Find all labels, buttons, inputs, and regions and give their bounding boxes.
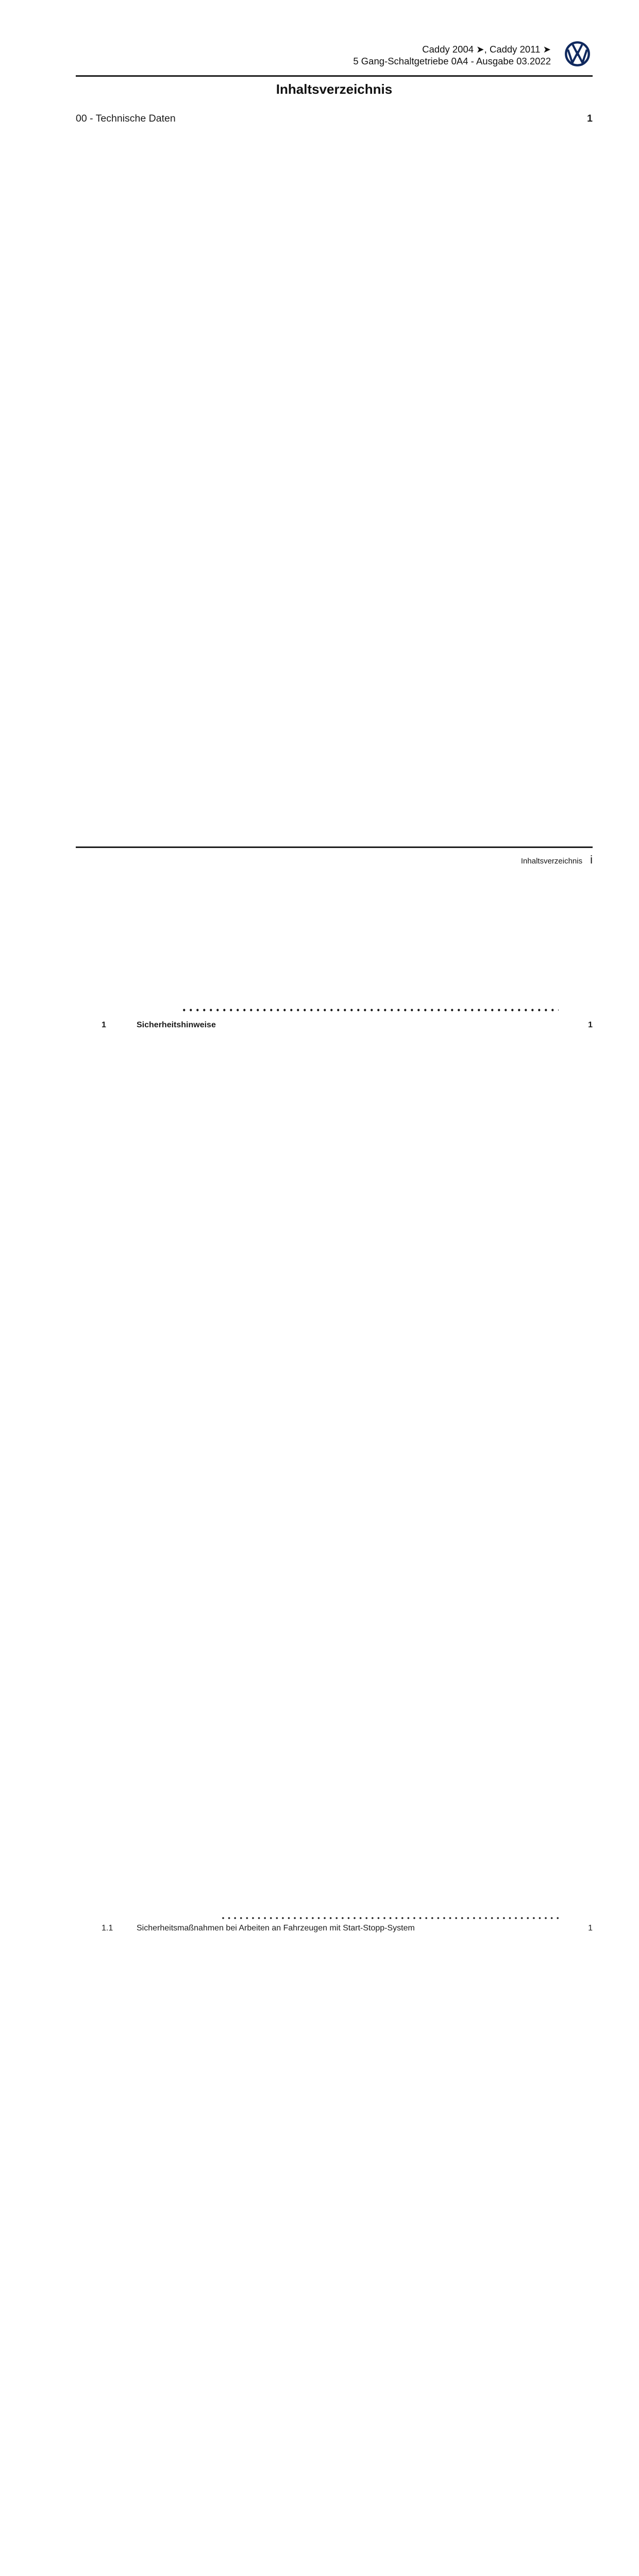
dot-leader bbox=[222, 1917, 560, 1919]
content-area bbox=[76, 79, 593, 2576]
page-footer bbox=[521, 853, 593, 867]
toc-entry-page: 1 bbox=[568, 1922, 593, 2576]
toc-list bbox=[76, 111, 593, 2576]
toc-entry-number: 1 bbox=[102, 1021, 106, 1029]
toc-entry-page: 1 bbox=[568, 111, 593, 1014]
toc-entry-label: Sicherheitsmaßnahmen bei Arbeiten an Fahrzeugen mit Start-Stopp-System bbox=[137, 1924, 415, 1933]
toc-entry-label: 00 - Technische Daten bbox=[76, 113, 176, 124]
toc-chapter-row[interactable] bbox=[76, 111, 593, 1014]
vw-logo-icon bbox=[565, 41, 590, 66]
header-document-line: 5 Gang-Schaltgetriebe 0A4 - Ausgabe 03.2022 bbox=[353, 56, 551, 66]
page-title: Inhaltsverzeichnis bbox=[276, 81, 393, 97]
toc-entry-row[interactable] bbox=[76, 1019, 593, 1922]
header-model-line: Caddy 2004 ➤, Caddy 2011 ➤ bbox=[422, 44, 551, 55]
toc-entry-row[interactable] bbox=[76, 1922, 593, 2576]
footer-divider bbox=[76, 846, 593, 848]
toc-entry-page: 1 bbox=[568, 1019, 593, 1922]
dot-leader bbox=[183, 1009, 559, 1011]
page-header bbox=[353, 43, 551, 67]
header-divider bbox=[76, 75, 593, 77]
toc-entry-label: Sicherheitshinweise bbox=[137, 1021, 216, 1029]
footer-label: Inhaltsverzeichnis bbox=[520, 857, 583, 866]
footer-page-number: i bbox=[590, 853, 593, 866]
toc-entry-number: 1.1 bbox=[102, 1924, 113, 1933]
